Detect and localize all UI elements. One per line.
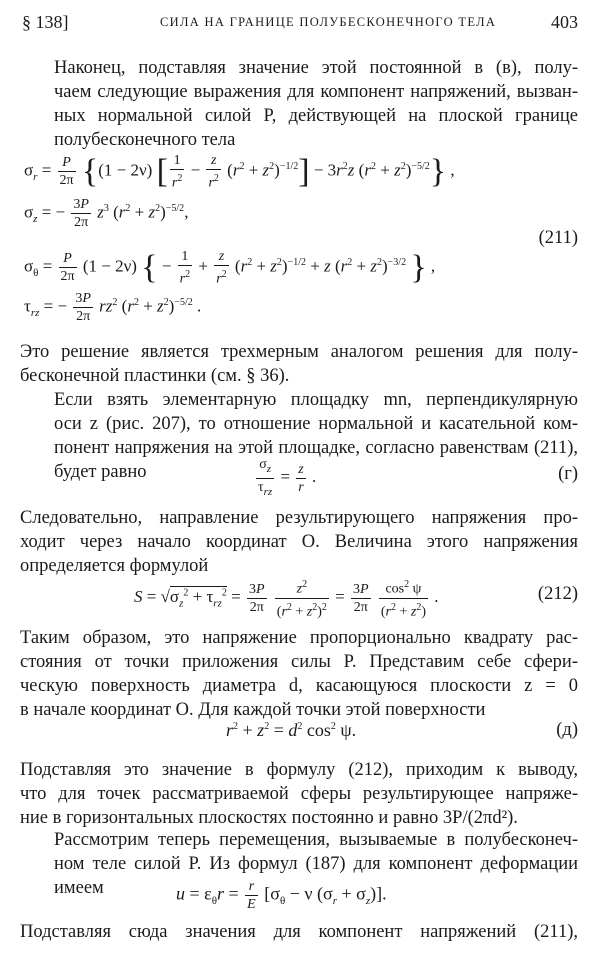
equation-number-212: (212) <box>537 584 578 604</box>
equation-stress-ratio: $\frac{\sigma_z}{\tau_{rz}}$ = $\frac{z}{r}$ . <box>258 457 317 498</box>
paragraph-substituting: Подставляя сюда значения для компонент напряжений (211), <box>20 922 578 942</box>
equation-sigma-theta: $\sigma_\theta$ = $\frac{P}{2\pi}$ (1 − 2ν) { − $\frac{1}{r^2}$ + $\frac{z}{r^2}$ $(r^2 + z^2)^{-1/2} + z$ $(r^2 + z^2)^{-3/2}$ } , <box>24 248 436 287</box>
paragraph-sphere: Таким образом, это напряжение пропорционально квадрату рас- стояния от точки приложения силы P. Представим себе сфери- ческую поверхность диаметра d, касающуюся плоскости z = 0 в начале координат O. Для каждой точки этой поверхности <box>20 628 578 720</box>
equation-tau-rz: $\tau_{rz}$ = − $\frac{3P}{2\pi}$ $rz^2$ $(r^2 + z^2)^{-5/2}$ . <box>24 291 202 324</box>
running-header <box>22 12 578 40</box>
paragraph-direction: Следовательно, направление результирующего напряжения про- ходит через начало координат O. Величина этого напряжения определяется формулой <box>20 508 578 576</box>
page-number: 403 <box>551 12 578 32</box>
running-title: СИЛА НА ГРАНИЦЕ ПОЛУБЕСКОНЕЧНОГО ТЕЛА <box>160 15 497 29</box>
equation-number-d: (д) <box>556 720 578 740</box>
equation-sigma-z: $\sigma_z$ = − $\frac{3P}{2\pi}$ $z^3$ $(r^2 + z^2)^{-5/2}$, <box>24 197 189 230</box>
equation-number-g: (г) <box>558 464 578 484</box>
section-ref: § 138] <box>22 12 69 32</box>
equation-displacement-u: $u = \varepsilon_\theta r$ = $\frac{r}{E}$ [$\sigma_\theta - \nu$ $(\sigma_r + \sigma_z)$]. <box>176 879 387 912</box>
equation-resultant-stress: $S = √\sigma_z^2 + \tau_{rz}^2$ = $\frac{3P}{2\pi}$ $\frac{z^2}{(r^2 + z^2)^2}$ = $\frac{3P}{2\pi}$ $\frac{\cos^2 \psi}{(r^2 + z^2)}$ . <box>134 576 438 620</box>
paragraph-displacements: Рассмотрим теперь перемещения, вызываемые в полубесконеч- ном теле силой P. Из формул (187) для компонент деформации имеем <box>54 830 578 898</box>
equation-sigma-r: $\sigma_r$ = $\frac{P}{2\pi}$ {(1 − 2ν) [ $\frac{1}{r^2}$ − $\frac{z}{r^2}$ $(r^2 + z^2)^{-1/2}] - 3r^2z$ $(r^2 + z^2)^{-5/2}$} , <box>24 152 455 191</box>
equation-number-211: (211) <box>538 228 578 248</box>
paragraph-intro: Наконец, подставляя значение этой постоянной в (в), полу- чаем следующие выражения для компонент напряжений, вызван- ных нормальной силой P, действующей на плоской границе полубесконечного тела <box>54 58 578 150</box>
paragraph-element-area: Если взять элементарную площадку mn, перпендикулярную оси z (рис. 207), то отношение нормальной и касательной ком- понент напряжения на этой площадке, согласно равенствам (211), будет равно <box>54 390 578 482</box>
paragraph-analog: Это решение является трехмерным аналогом решения для полу- бесконечной пластинки (см. § 36). <box>20 342 578 386</box>
paragraph-conclusion: Подставляя это значение в формулу (212), приходим к выводу, что для точек рассматриваемой сферы результирующее напряже- ние в горизонтальных плоскостях постоянно и равно 3P/(2πd²). <box>20 760 578 828</box>
equation-sphere-surface: $r^2 + z^2 = d^2$ $\cos^2 \psi$. <box>226 720 357 740</box>
